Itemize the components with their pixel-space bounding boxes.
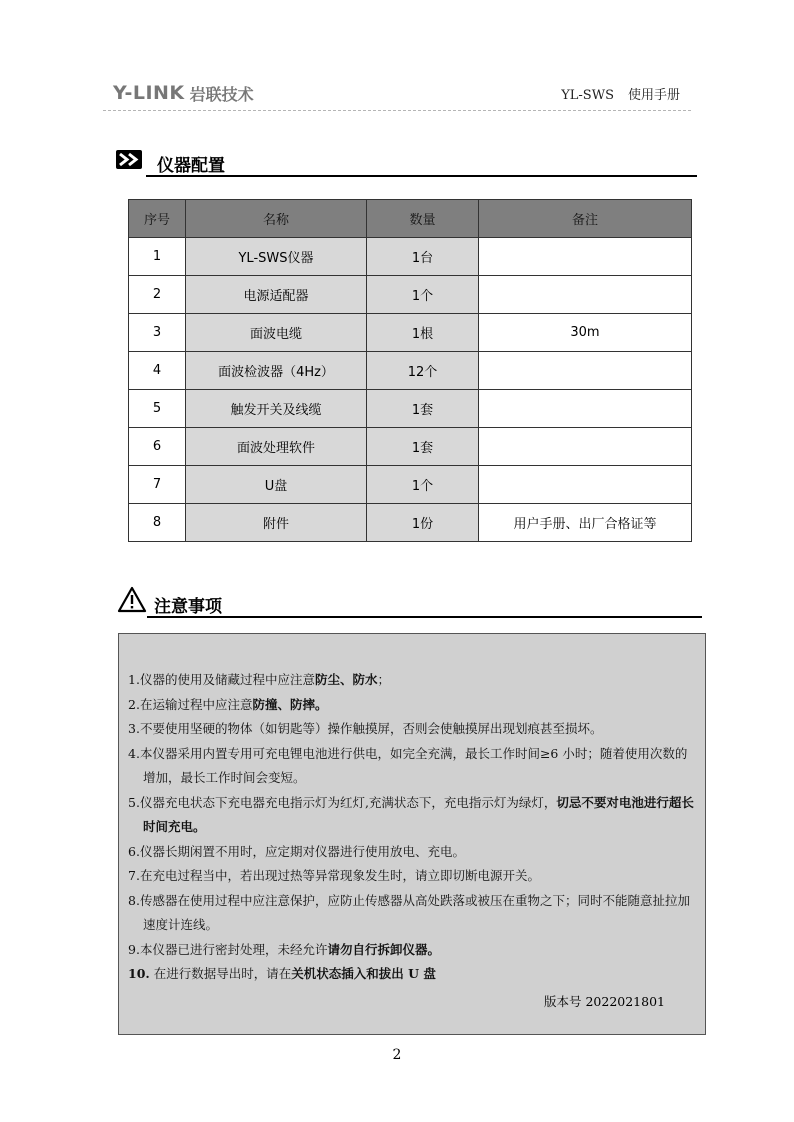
col-header-no: 序号 <box>129 200 186 238</box>
table-header-row <box>129 200 692 238</box>
logo-text: Y-LINK <box>113 82 185 104</box>
note-tail: ； <box>377 672 390 687</box>
list-item <box>128 938 698 963</box>
note-number: 4. <box>128 745 140 761</box>
cell-note <box>479 352 692 390</box>
note-text: 在充电过程当中，若出现过热等异常现象发生时，请立即切断电源开关。 <box>139 868 540 883</box>
note-number: 10. <box>128 966 150 981</box>
col-header-note: 备注 <box>479 200 692 238</box>
cell-name: 触发开关及线缆 <box>186 390 367 428</box>
note-text: 不要使用坚硬的物体（如钥匙等）操作触摸屏，否则会使触摸屏出现划痕甚至损坏。 <box>139 721 603 736</box>
cell-note <box>479 238 692 276</box>
note-emphasis: 切忌不要对电池进行超长时间充电。 <box>143 794 694 834</box>
cell-name: YL-SWS仪器 <box>186 238 367 276</box>
note-text: 仪器的使用及储藏过程中应注意 <box>139 672 315 687</box>
note-emphasis: 防尘、防水 <box>314 672 378 687</box>
logo-cn-text: 岩联技术 <box>189 84 254 104</box>
cell-no: 7 <box>129 466 186 504</box>
table-row <box>129 314 692 352</box>
cell-name: 电源适配器 <box>186 276 367 314</box>
cell-no: 2 <box>129 276 186 314</box>
cell-name: 附件 <box>186 504 367 542</box>
note-number: 7. <box>128 868 140 883</box>
cell-no: 1 <box>129 238 186 276</box>
cell-qty: 1根 <box>367 314 479 352</box>
list-item <box>128 791 698 840</box>
cell-qty: 1台 <box>367 238 479 276</box>
col-header-name: 名称 <box>186 200 367 238</box>
cell-no: 8 <box>129 504 186 542</box>
table-row <box>129 504 692 542</box>
header-divider <box>103 110 691 111</box>
note-text: 传感器在使用过程中应注意保护，应防止传感器从高处跌落或被压在重物之下；同时不能随意扯拉加速度计连线。 <box>139 892 690 932</box>
cell-qty: 1套 <box>367 428 479 466</box>
notes-section-rule <box>147 616 702 618</box>
double-chevron-icon <box>116 150 142 169</box>
list-item <box>128 717 698 742</box>
cell-note <box>479 276 692 314</box>
note-number: 3. <box>128 721 140 736</box>
cell-no: 4 <box>129 352 186 390</box>
cell-qty: 1个 <box>367 466 479 504</box>
note-number: 6. <box>128 843 140 859</box>
note-text: 仪器充电状态下充电器充电指示灯为红灯,充满状态下，充电指示灯为绿灯， <box>139 794 557 810</box>
notes-box <box>118 633 706 1035</box>
note-text: 在运输过程中应注意 <box>139 696 253 712</box>
list-item <box>128 693 698 718</box>
table-row <box>129 352 692 390</box>
cell-no: 6 <box>129 428 186 466</box>
cell-no: 3 <box>129 314 186 352</box>
note-emphasis: 请勿自行拆卸仪器。 <box>327 941 440 957</box>
version-number: 版本号 2022021801 <box>543 994 665 1009</box>
cell-qty: 1套 <box>367 390 479 428</box>
cell-qty: 1份 <box>367 504 479 542</box>
notes-list <box>128 668 698 987</box>
note-number: 8. <box>128 892 140 908</box>
header-manual: 使用手册 <box>627 88 680 103</box>
list-item <box>128 889 698 938</box>
note-emphasis: 防撞、防摔。 <box>252 696 328 712</box>
header-doc-info <box>561 84 680 103</box>
cell-name: 面波检波器（4Hz） <box>186 352 367 390</box>
note-text: 在进行数据导出时，请在 <box>153 966 292 981</box>
page-number: 2 <box>392 1047 402 1063</box>
table-row <box>129 466 692 504</box>
warning-icon <box>117 586 147 613</box>
notes-section-title: 注意事项 <box>154 597 222 617</box>
cell-name: 面波电缆 <box>186 314 367 352</box>
note-number: 9. <box>128 941 140 957</box>
cell-qty: 1个 <box>367 276 479 314</box>
list-item <box>128 864 698 889</box>
col-header-qty: 数量 <box>367 200 479 238</box>
config-table <box>128 199 692 542</box>
cell-note: 30m <box>479 314 692 352</box>
cell-name: U盘 <box>186 466 367 504</box>
note-number: 5. <box>128 794 140 810</box>
list-item <box>128 668 698 693</box>
table-row <box>129 428 692 466</box>
note-text: 仪器长期闲置不用时，应定期对仪器进行使用放电、充电。 <box>139 843 465 859</box>
config-section-title: 仪器配置 <box>157 156 225 176</box>
header-product: YL-SWS <box>561 88 614 103</box>
note-text: 本仪器已进行密封处理，未经允许 <box>139 941 328 957</box>
cell-note <box>479 466 692 504</box>
cell-qty: 12个 <box>367 352 479 390</box>
cell-note <box>479 390 692 428</box>
cell-note: 用户手册、出厂合格证等 <box>479 504 692 542</box>
cell-note <box>479 428 692 466</box>
table-row <box>129 276 692 314</box>
cell-no: 5 <box>129 390 186 428</box>
table-row <box>129 390 692 428</box>
company-logo <box>113 82 254 104</box>
note-emphasis: 关机状态插入和拔出 U 盘 <box>291 966 436 981</box>
list-item <box>128 742 698 791</box>
list-item <box>128 962 698 987</box>
note-number: 2. <box>128 696 140 712</box>
list-item <box>128 840 698 865</box>
config-section-rule <box>146 175 697 177</box>
note-text: 本仪器采用内置专用可充电锂电池进行供电，如完全充满，最长工作时间≥6 小时；随着使用次数的增加，最长工作时间会变短。 <box>139 745 688 785</box>
cell-name: 面波处理软件 <box>186 428 367 466</box>
note-number: 1. <box>128 672 140 687</box>
table-row <box>129 238 692 276</box>
